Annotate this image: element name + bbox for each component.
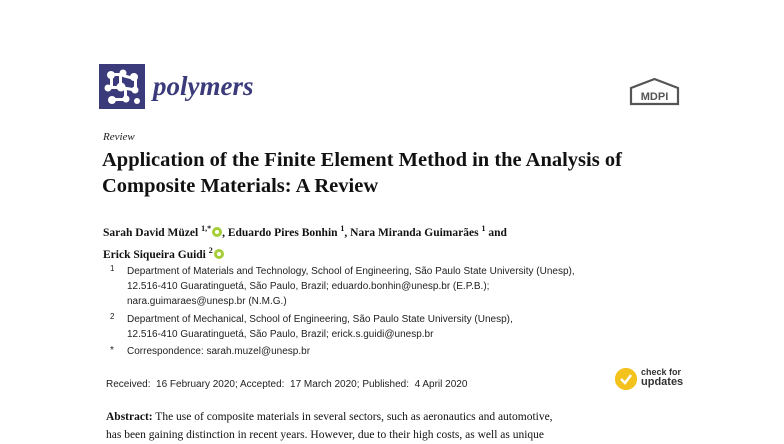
publication-dates: [106, 379, 467, 390]
author-affiliation-mark: 1,*: [201, 224, 212, 233]
article-title: Application of the Finite Element Method in the Analysis of Composite Materials: A Review: [102, 149, 622, 197]
affiliation-line: nara.guimaraes@unesp.br (N.M.G.): [127, 296, 287, 307]
correspondence: [127, 344, 310, 359]
journal-name: polymers: [153, 71, 254, 101]
abstract: [106, 408, 696, 444]
author-conjunction: and: [488, 226, 507, 239]
author-name: Eduardo Pires Bonhin: [227, 226, 338, 239]
abstract-label: Abstract:: [106, 411, 153, 423]
author-affiliation-mark: 1: [481, 224, 486, 233]
affiliation-2: [127, 312, 513, 342]
author-list: Sarah David Müzel $^{1,*}$ , Eduardo Pires Bonhin $^1$, Nara Miranda Guimarães $^1$ and Erick Siqueira Guidi $^2$: [103, 224, 507, 261]
affiliation-line: Department of Materials and Technology, School of Engineering, São Paulo State University (Unesp),: [127, 266, 575, 277]
affiliation-line: Correspondence: sarah.muzel@unesp.br: [127, 346, 311, 357]
author-name: Sarah David Müzel: [103, 226, 199, 239]
check-updates-line1: check for: [641, 367, 682, 377]
received-label: Received:: [106, 379, 151, 390]
affiliation-number: 2: [110, 312, 115, 321]
affiliation-number: 1: [110, 264, 115, 273]
accepted-date: 17 March 2020;: [290, 379, 360, 390]
accepted-label: Accepted:: [239, 379, 285, 390]
affiliation-line: 12.516-410 Guaratinguetá, São Paulo, Brazil; eduardo.bonhin@unesp.br (E.P.B.);: [127, 281, 490, 292]
check-updates-line2: updates: [641, 376, 684, 388]
abstract-text-line: has been gaining distinction in recent years. However, due to their high costs, as well as unique: [106, 429, 545, 441]
publisher-name: MDPI: [640, 91, 669, 103]
article-type: Review: [103, 131, 135, 143]
orcid-icon[interactable]: [212, 227, 222, 237]
check-updates-button[interactable]: [641, 367, 683, 388]
abstract-text-line: The use of composite materials in several sectors, such as aeronautics and automotive,: [155, 411, 553, 423]
author-affiliation-mark: 2: [208, 245, 213, 255]
author-name: Nara Miranda Guimarães: [350, 226, 479, 239]
journal-logo-icon: [99, 64, 145, 109]
mdpi-logo-icon: [627, 76, 682, 106]
affiliation-line: 12.516-410 Guaratinguetá, São Paulo, Brazil; erick.s.guidi@unesp.br: [127, 329, 434, 340]
received-date: 16 February 2020;: [156, 379, 238, 390]
author-name: Erick Siqueira Guidi: [103, 248, 206, 261]
correspondence-mark: *: [110, 345, 114, 356]
orcid-icon[interactable]: [214, 249, 224, 259]
affiliation-1: [127, 264, 575, 309]
author-affiliation-mark: 1: [340, 224, 345, 233]
published-date: 4 April 2020: [414, 379, 468, 390]
published-label: Published:: [362, 379, 410, 390]
affiliation-line: Department of Mechanical, School of Engineering, São Paulo State University (Unesp),: [127, 314, 513, 325]
check-updates-icon[interactable]: [615, 368, 637, 390]
